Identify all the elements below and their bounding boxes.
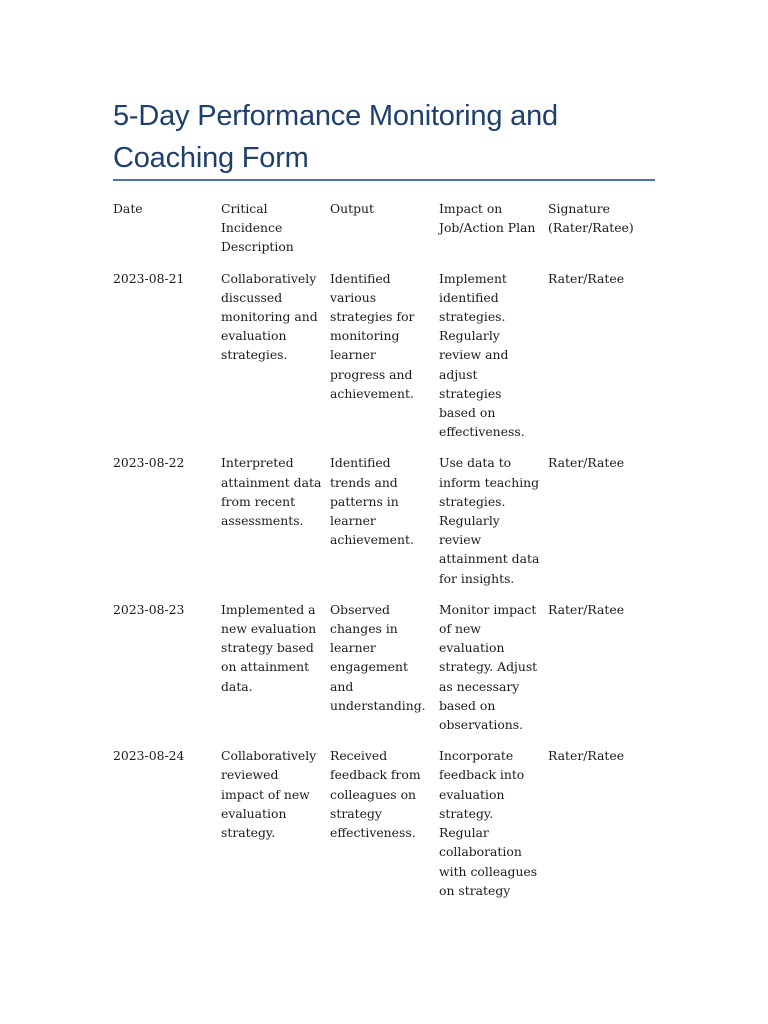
table-row (109, 453, 654, 599)
cell-output: Identified various strategies for monitoring learner progress and achievement. (330, 270, 415, 401)
cell-description: Interpreted attainment data from recent assessments. (221, 455, 322, 529)
cell-description: Collaboratively reviewed impact of new evaluation strategy. (221, 748, 317, 841)
cell-impact: Incorporate feedback into evaluation strategy. Regular collaboration with colleagues on strategy (439, 748, 538, 898)
cell-signature: Rater/Ratee (548, 270, 625, 286)
cell-signature: Rater/Ratee (548, 748, 625, 764)
cell-date: 2023-08-23 (113, 601, 185, 617)
header-description: Critical Incidence Description (221, 201, 294, 255)
title-underline (113, 179, 655, 181)
cell-impact: Monitor impact of new evaluation strategy. Adjust as necessary based on observations. (439, 601, 538, 733)
cell-date: 2023-08-22 (113, 455, 185, 471)
table-row (109, 269, 654, 454)
cell-description: Collaboratively discussed monitoring and evaluation strategies. (221, 270, 318, 363)
cell-description: Implemented a new evaluation strategy based on attainment data. (221, 601, 317, 694)
header-impact: Impact on Job/Action Plan (439, 201, 536, 236)
monitoring-form-table (109, 199, 654, 912)
header-date: Date (113, 201, 143, 216)
cell-signature: Rater/Ratee (548, 601, 625, 617)
cell-output: Received feedback from colleagues on strategy effectiveness. (330, 748, 421, 841)
cell-output: Identified trends and patterns in learner achievement. (330, 455, 414, 548)
table-header-row (109, 199, 654, 269)
header-signature: Signature (Rater/Ratee) (548, 201, 634, 236)
table-row (109, 600, 654, 746)
cell-date: 2023-08-24 (113, 748, 185, 764)
cell-signature: Rater/Ratee (548, 455, 625, 471)
header-output: Output (330, 201, 375, 216)
cell-impact: Implement identified strategies. Regularly review and adjust strategies based on effectiveness. (439, 270, 525, 440)
document-title: 5-Day Performance Monitoring and Coaching Form (113, 100, 558, 174)
cell-date: 2023-08-21 (113, 270, 185, 286)
cell-output: Observed changes in learner engagement and understanding. (330, 601, 426, 713)
cell-impact: Use data to inform teaching strategies. Regularly review attainment data for insights. (439, 455, 540, 586)
table-row (109, 746, 654, 912)
